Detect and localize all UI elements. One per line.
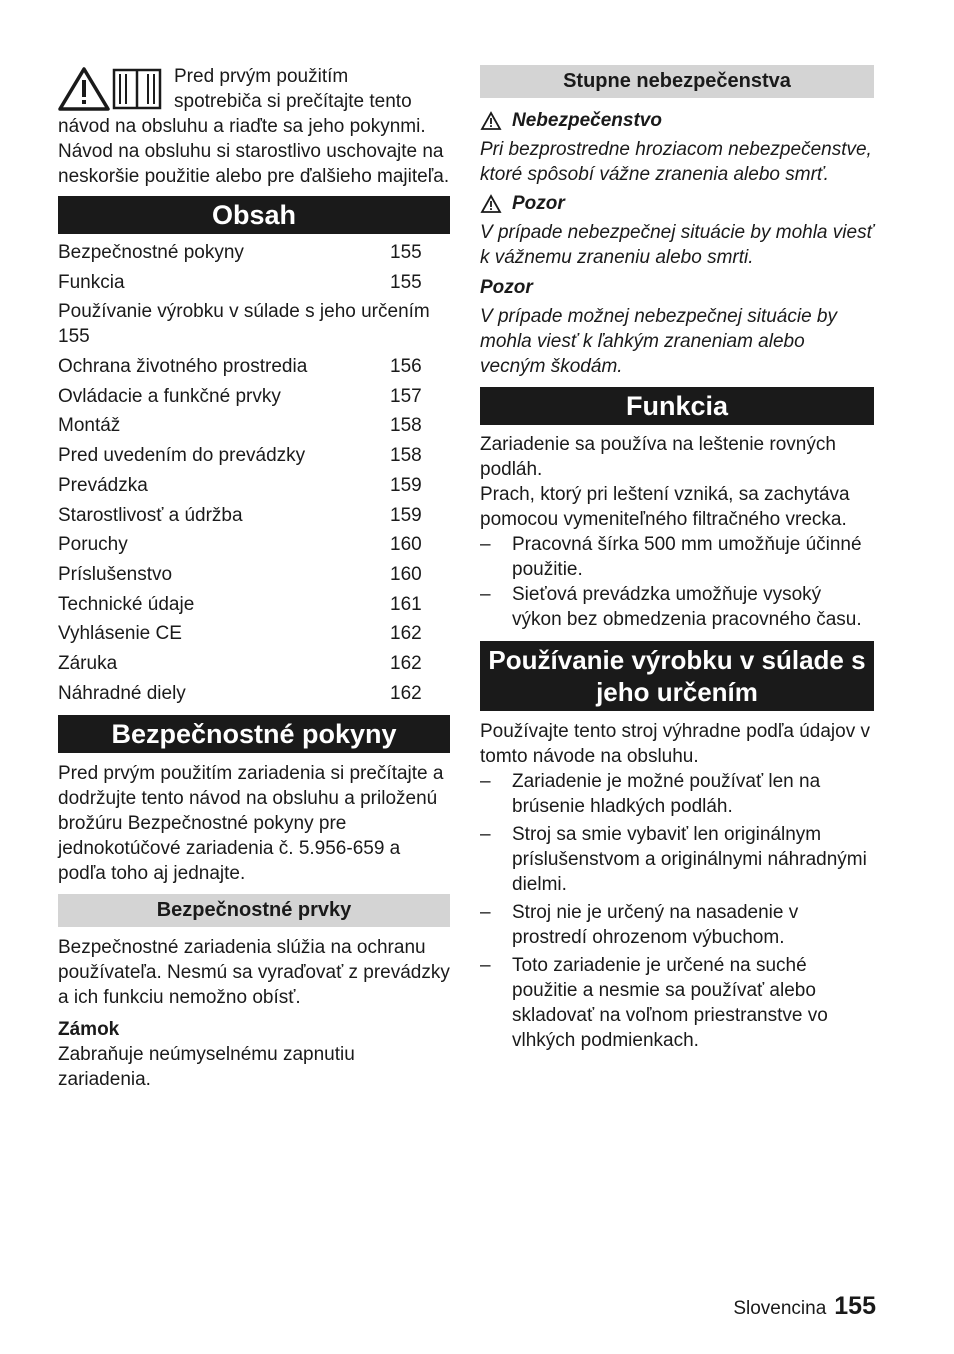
intro-lead-2: spotrebiča si prečítajte tento (174, 91, 412, 112)
toc-entry-page: 159 (390, 474, 422, 496)
usage-title-line-1: Používanie výrobku v súlade s (488, 645, 866, 675)
toc-list (58, 240, 450, 706)
toc-entry-title: Poruchy (58, 534, 128, 556)
toc-row (58, 473, 450, 498)
toc-entry-page: 159 (390, 504, 422, 526)
left-column (58, 64, 450, 1092)
toc-entry-page: 162 (390, 623, 422, 645)
toc-entry-title: Starostlivosť a údržba (58, 504, 243, 526)
toc-row (58, 532, 450, 557)
toc-entry-page: 155 (390, 271, 422, 293)
danger-heading (480, 108, 874, 133)
safety-devices-title: Bezpečnostné prvky (58, 894, 450, 927)
caution-label: Pozor (480, 277, 533, 298)
warning-text: V prípade nebezpečnej situácie by mohla viesť k vážnemu zraneniu alebo smrti. (480, 222, 874, 268)
toc-entry-page: 156 (390, 356, 422, 378)
toc-row (58, 681, 450, 706)
danger-label: Nebezpečenstvo (512, 110, 662, 131)
usage-title (480, 641, 874, 711)
page-footer (733, 1292, 876, 1321)
safety-devices-text: Bezpečnostné zariadenia slúžia na ochranu používateľa. Nesmú sa vyraďovať z prevádzky a ich funkciu nemožno obísť. (58, 936, 450, 1008)
page-number: 155 (834, 1292, 876, 1320)
intro-icons (58, 66, 168, 114)
toc-row (58, 413, 450, 438)
toc-entry-title: Ovládacie a funkčné prvky (58, 385, 281, 407)
toc-entry-page: 158 (390, 415, 422, 437)
toc-row (58, 621, 450, 646)
toc-row (58, 592, 450, 617)
toc-entry-title: Ochrana životného prostredia (58, 356, 308, 378)
safety-text: Pred prvým použitím zariadenia si prečítajte a dodržujte tento návod na obsluhu a priloženú brožúru Bezpečnostné pokyny pre jednokotúčové zariadenia č. 5.956-659 a podľa toho aj jednajte. (58, 762, 444, 884)
toc-entry-title: Záruka (58, 652, 118, 674)
intro-lead-1: Pred prvým použitím (174, 66, 349, 87)
toc-entry-page: 158 (390, 445, 422, 467)
usage-item-2: – Stroj sa smie vybaviť len originálnym príslušenstvom a originálnymi náhradnými dielmi. (480, 824, 867, 895)
warning-label: Pozor (512, 193, 565, 214)
toc-entry-title: Vyhlásenie CE (58, 623, 182, 645)
toc-entry-page: 155 (390, 242, 422, 263)
toc-entry-page: 162 (390, 652, 422, 674)
footer-language: Slovencina (733, 1298, 827, 1319)
danger-levels-title: Stupne nebezpečenstva (480, 65, 874, 98)
toc-row (58, 384, 450, 409)
intro-block (58, 64, 450, 189)
function-p1: Zariadenie sa používa na leštenie rovných podláh. (480, 434, 836, 480)
right-column (480, 65, 874, 1053)
function-item-2: – Sieťová prevádzka umožňuje vysoký výkon bez obmedzenia pracovného času. (480, 584, 862, 630)
usage-p1: Používajte tento stroj výhradne podľa údajov v tomto návode na obsluhu. (480, 721, 871, 767)
safety-title: Bezpečnostné pokyny (58, 715, 450, 753)
toc-entry-page: 160 (390, 563, 422, 585)
toc-entry-page: 160 (390, 534, 422, 556)
toc-entry-title: Náhradné diely (58, 682, 186, 704)
function-p2: Prach, ktorý pri leštení vzniká, sa zachytáva pomocou vymeniteľného filtračného vrecka. (480, 484, 850, 530)
toc-row (58, 354, 450, 379)
toc-row (58, 651, 450, 676)
toc-entry-title: Používanie výrobku v súlade s jeho určením 155 (58, 301, 430, 348)
toc-title: Obsah (58, 196, 450, 234)
toc-row (58, 443, 450, 468)
lock-text: Zabraňuje neúmyselnému zapnutiu zariadenia. (58, 1043, 355, 1090)
usage-item-1: – Zariadenie je možné používať len na brúsenie hladkých podláh. (480, 771, 821, 817)
toc-entry-page: 162 (390, 682, 422, 704)
warning-triangle-icon (480, 194, 502, 214)
toc-entry-title: Prevádzka (58, 474, 148, 496)
toc-row (58, 299, 450, 349)
toc-row (58, 270, 450, 295)
toc-row (58, 562, 450, 587)
danger-text: Pri bezprostredne hroziacom nebezpečenstve, ktoré spôsobí vážne zranenia alebo smrť. (480, 139, 872, 185)
toc-row (58, 503, 450, 528)
function-item-1: – Pracovná šírka 500 mm umožňuje účinné použitie. (480, 534, 862, 580)
intro-text: návod na obsluhu a riaďte sa jeho pokynmi. Návod na obsluhu si starostlivo uschovajte na neskoršie použitie alebo pre ďalšieho majiteľa. (58, 116, 450, 187)
toc-row (58, 240, 450, 265)
toc-entry-title: Pred uvedením do prevádzky (58, 445, 306, 467)
caution-text: V prípade možnej nebezpečnej situácie by mohla viesť k ľahkým zraneniam alebo vecným škodám. (480, 306, 838, 377)
usage-title-line-2: jeho určením (596, 677, 758, 707)
warning-triangle-icon (480, 111, 502, 131)
function-title: Funkcia (480, 387, 874, 425)
usage-item-4: – Toto zariadenie je určené na suché použitie a nesmie sa používať alebo skladovať na voľnom priestranstve vo vlhkých podmienkach. (480, 955, 828, 1051)
toc-entry-title: Funkcia (58, 271, 125, 293)
toc-entry-title: Príslušenstvo (58, 563, 173, 585)
warning-heading (480, 191, 874, 216)
usage-item-3: – Stroj nie je určený na nasadenie v prostredí ohrozenom výbuchom. (480, 902, 799, 948)
lock-title: Zámok (58, 1018, 120, 1040)
toc-entry-title: Bezpečnostné pokyny (58, 242, 244, 263)
toc-entry-page: 157 (390, 385, 422, 407)
open-book-icon (112, 66, 166, 112)
toc-entry-title: Technické údaje (58, 593, 195, 615)
toc-entry-page: 161 (390, 593, 422, 615)
toc-entry-title: Montáž (58, 415, 121, 437)
